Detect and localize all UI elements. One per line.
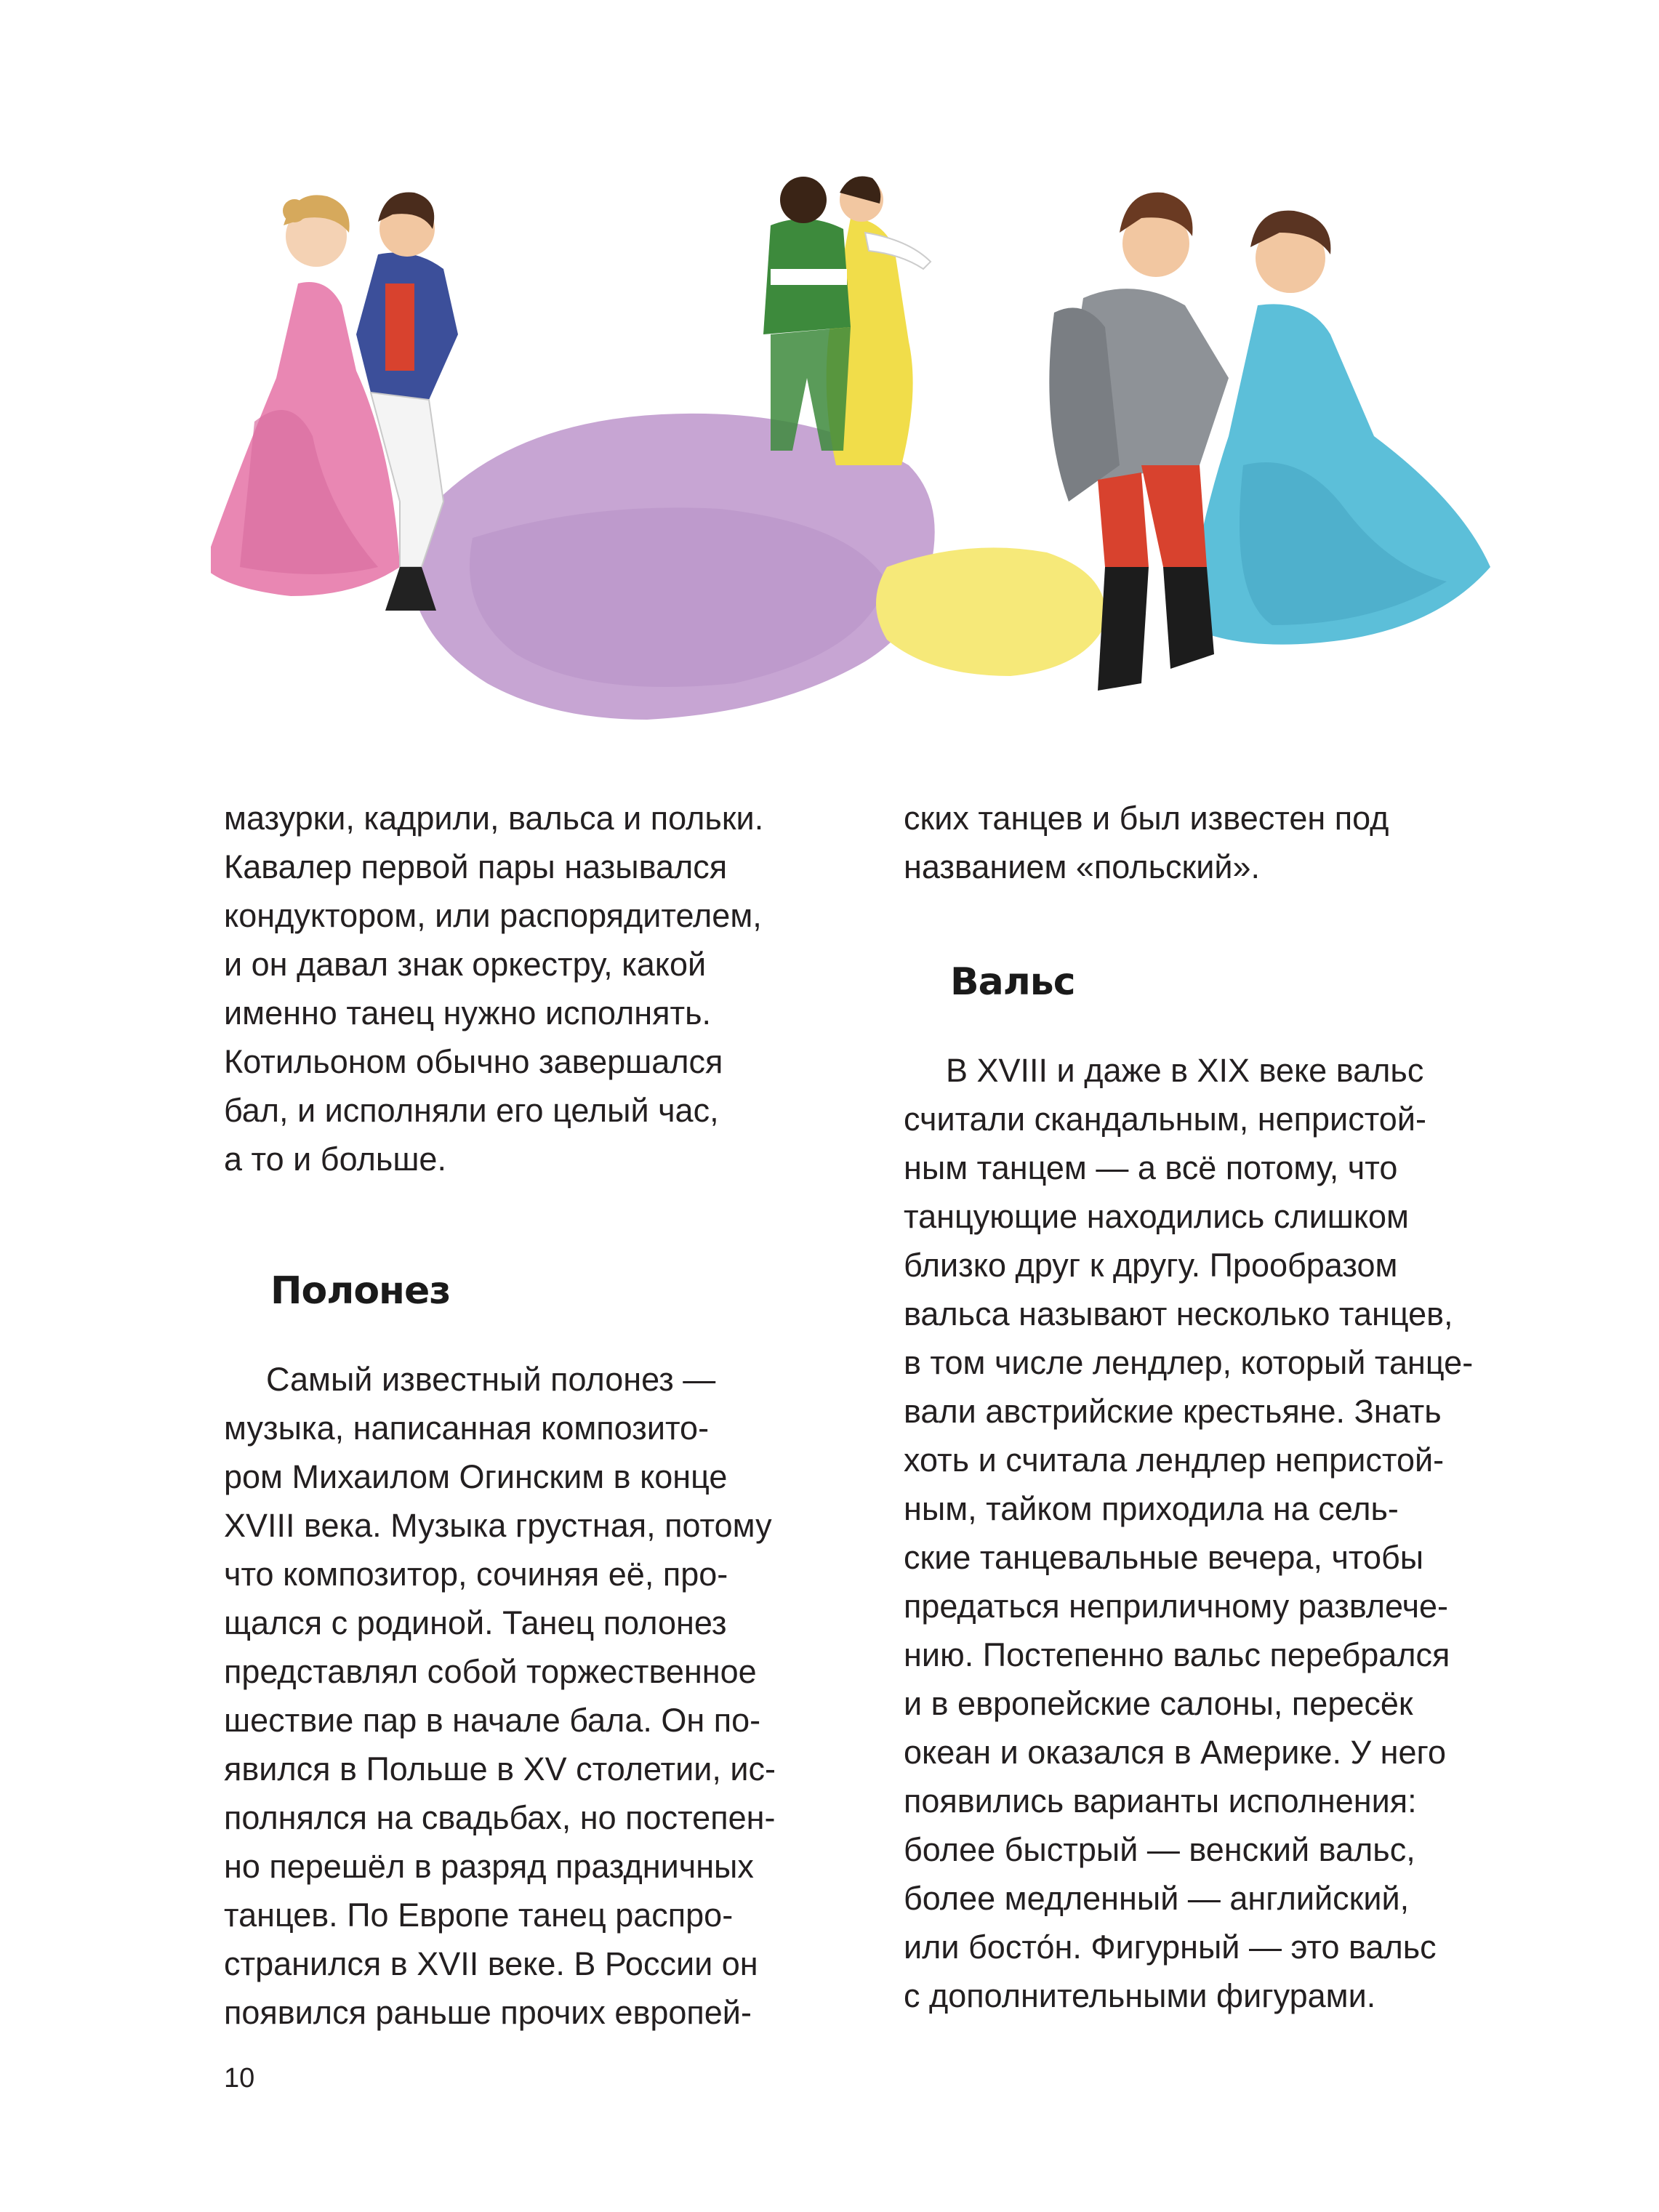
left-column (224, 794, 855, 2037)
couple-grey-blue (1049, 193, 1490, 691)
paragraph-polonaise: Самый известный полонез — музыка, написанная композито- ром Михаилом Огинским в конце XVIII века. Музыка грустная, потому что композитор, сочиняя её, про- щался с родиной. Танец полонез представлял собой торжественное шествие пар в начале бала. Он по- явился в Польше в XV столетии, ис- полнялся на свадьбах, но постепен- но перешёл в разряд праздничных танцев. По Европе танец распро- странился в XVII веке. В России он появился раньше прочих европей- (224, 1361, 776, 2031)
right-column (904, 794, 1535, 2020)
paragraph-waltz: В XVIII и даже в XIX веке вальс считали скандальным, непристой- ным танцем — а всё потому, что танцующие находились слишком близко друг к другу. Прообразом вальса называют несколько танцев, в том числе лендлер, который танце- вали австрийские крестьяне. Знать хоть и считала лендлер непристой- ным, тайком приходила на сель- ские танцевальные вечера, чтобы предаться неприличному развлече- нию. Постепенно вальс перебрался и в европейские салоны, пересёк океан и оказался в Америке. У него появились варианты исполнения: более быстрый — венский вальс, более медленный — английский, или босто́н. Фигурный — это вальс с дополнительными фигурами. (904, 1052, 1474, 2014)
couple-green-yellow (763, 177, 931, 466)
heading-waltz: Вальс (950, 960, 1075, 1004)
heading-polonaise: Полонез (270, 1269, 451, 1313)
couple-pink-blue (211, 193, 458, 611)
dancing-couples-illustration (211, 160, 1519, 763)
paragraph-polonaise-continued: ских танцев и был известен под названием «польский». (904, 800, 1389, 885)
page-number: 10 (224, 2063, 255, 2094)
paint-wash-background (413, 414, 1106, 720)
paragraph-cotillion: мазурки, кадрили, вальса и польки. Кавалер первой пары назывался кондуктором, или распорядителем, и он давал знак оркестру, какой именно танец нужно исполнять. Котильоном обычно завершался бал, и исполняли его целый час, а то и больше. (224, 800, 764, 1178)
